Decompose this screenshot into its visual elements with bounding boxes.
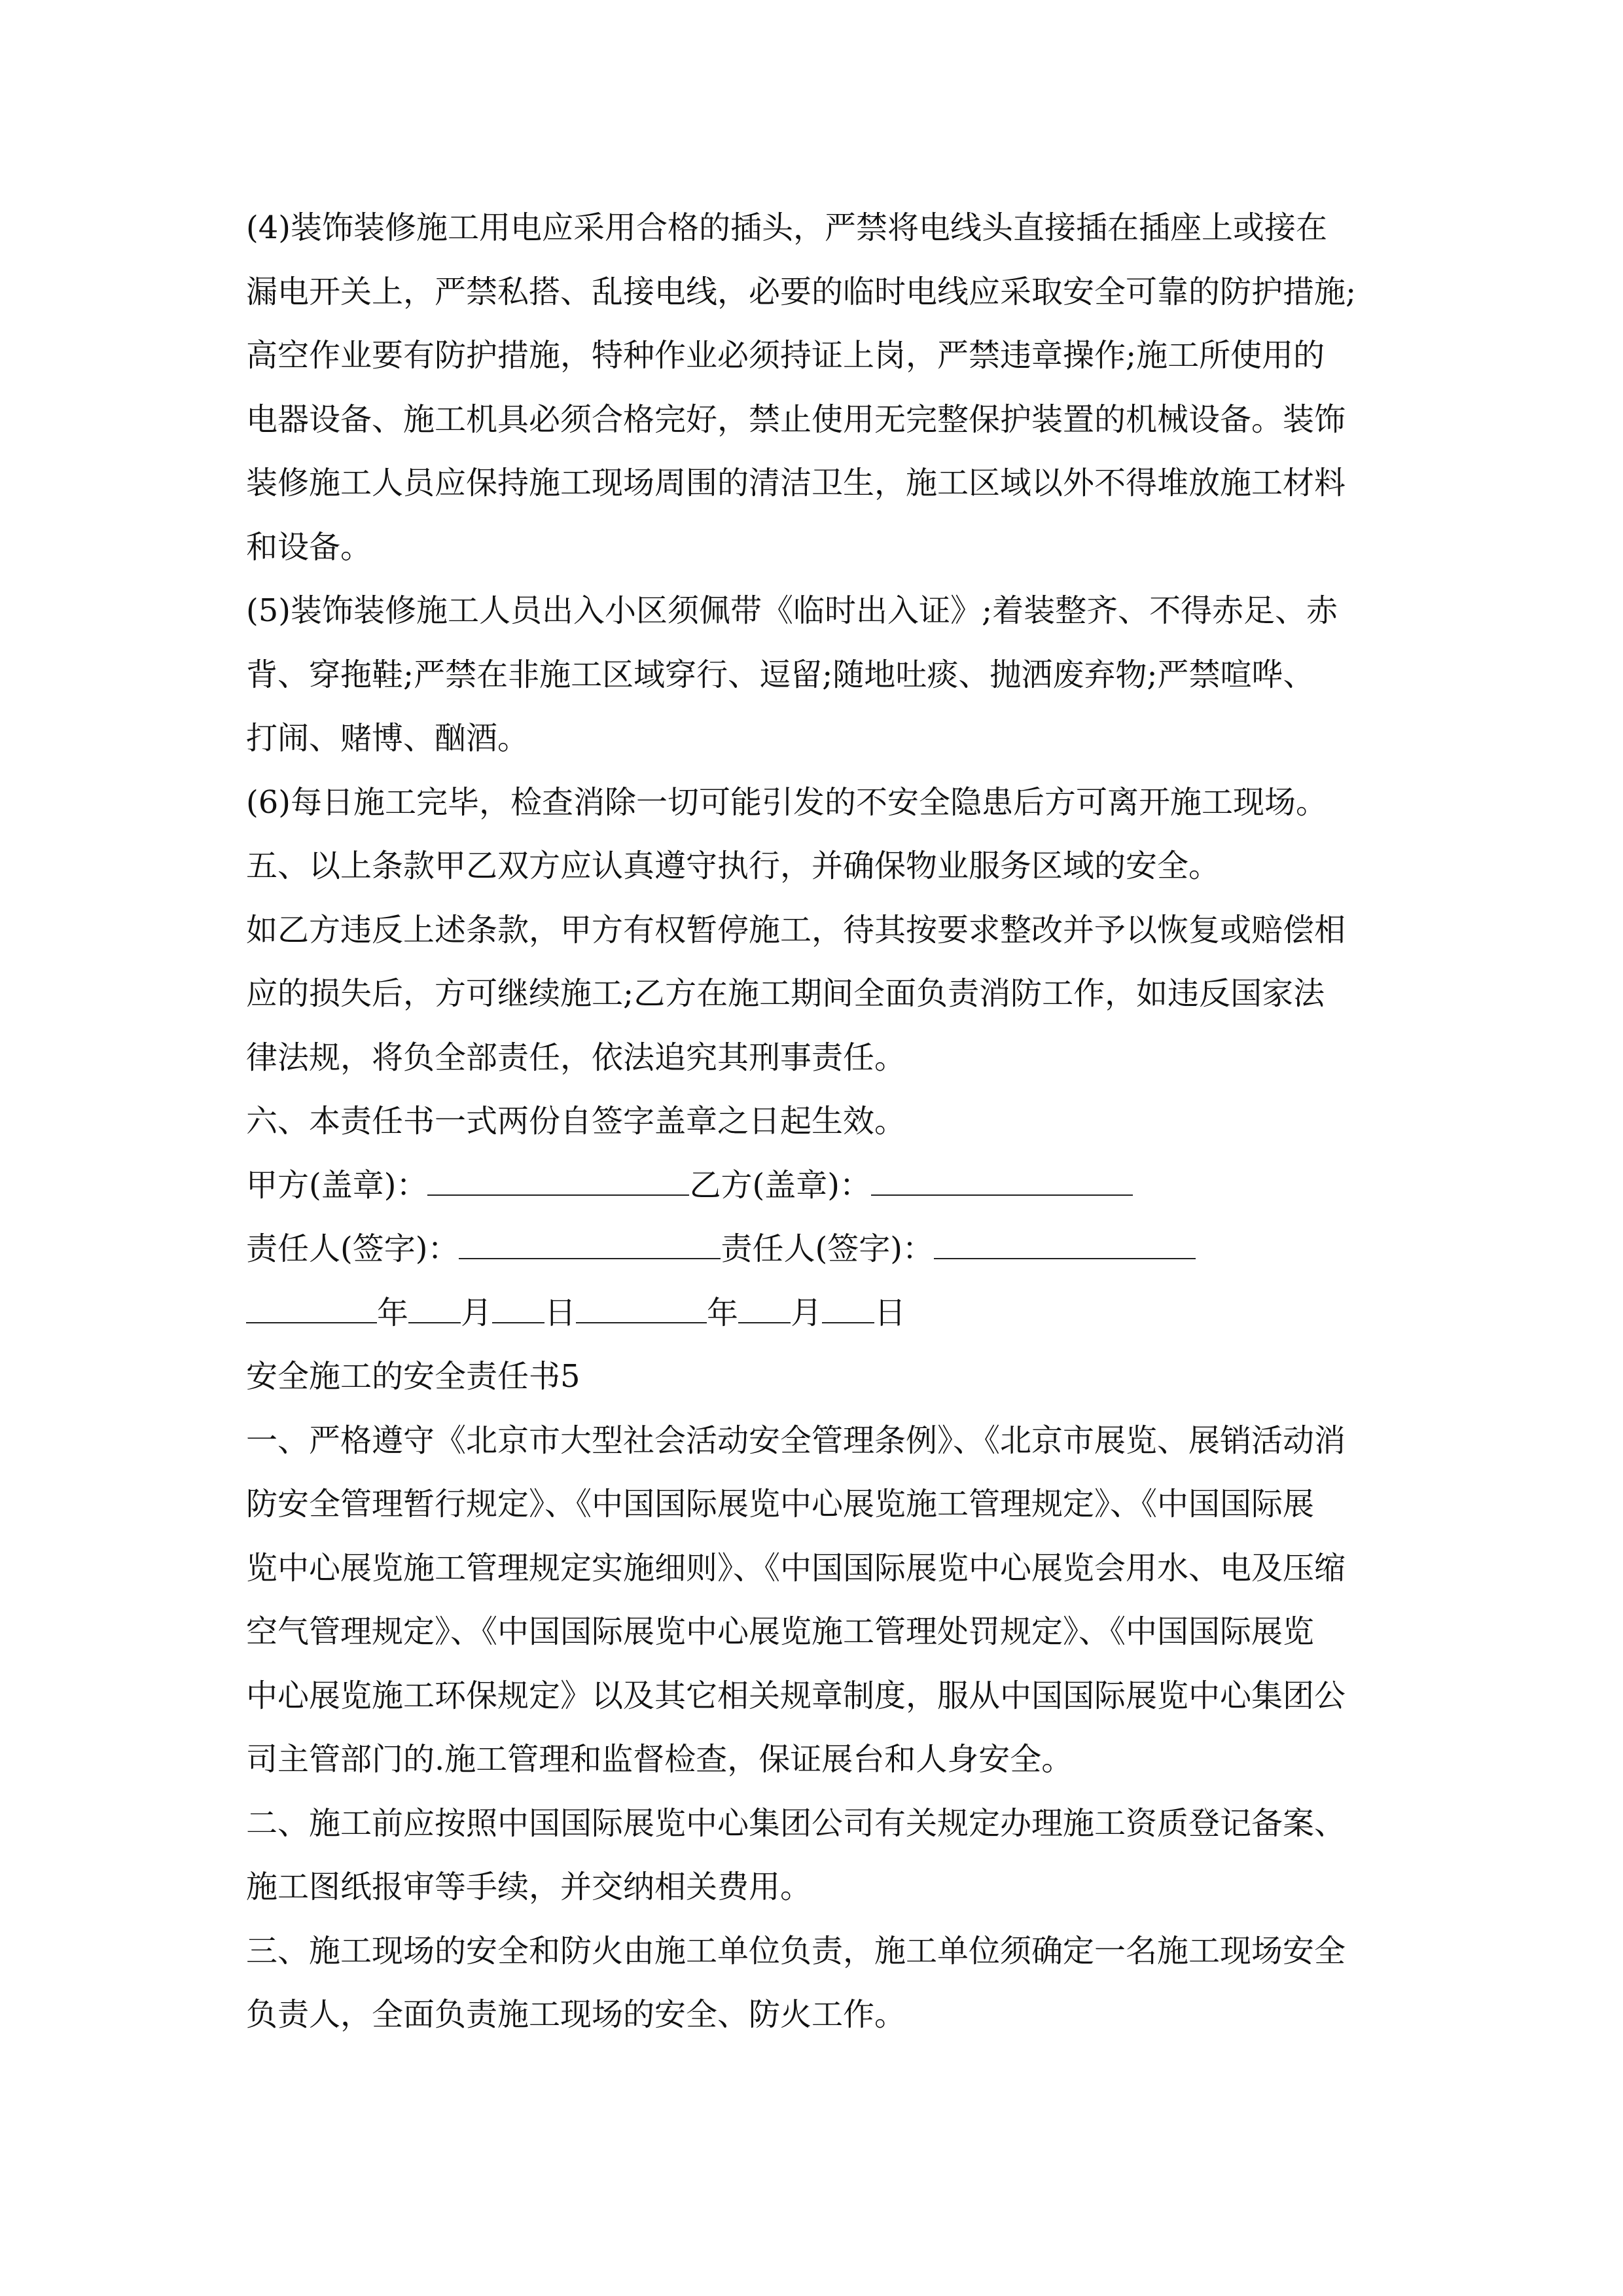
month-b-blank[interactable] [738,1299,791,1323]
person-b-sign-label: 责任人(签字)： [721,1230,934,1267]
text-line: 空气管理规定》、《中国国际展览中心展览施工管理处罚规定》、《中国国际展览 [246,1613,1315,1650]
text-line: 和设备。 [246,528,372,565]
text-line: 六、本责任书一式两份自签字盖章之日起生效。 [246,1103,906,1139]
text-line: (5)装饰装修施工人员出入小区须佩带《临时出入证》;着装整齐、不得赤足、赤 [246,592,1338,629]
date-row [246,1282,1385,1346]
document-page [246,196,1385,2047]
month-b-label: 月 [791,1294,823,1331]
text-line: 漏电开关上，严禁私搭、乱接电线，必要的临时电线应采取安全可靠的防护措施; [246,273,1357,310]
text-line: 司主管部门的.施工管理和监督检查，保证展台和人身安全。 [246,1741,1073,1778]
text-line: 装修施工人员应保持施工现场周围的清洁卫生，施工区域以外不得堆放施工材料 [246,465,1346,501]
party-b-seal-blank[interactable] [871,1171,1133,1196]
text-line: 三、施工现场的安全和防火由施工单位负责，施工单位须确定一名施工现场安全 [246,1932,1346,1969]
day-b-label: 日 [874,1294,906,1331]
seal-row [246,1154,1385,1218]
text-line: 律法规，将负全部责任，依法追究其刑事责任。 [246,1039,906,1076]
text-line: 应的损失后，方可继续施工;乙方在施工期间全面负责消防工作，如违反国家法 [246,975,1325,1012]
person-b-sign-blank[interactable] [934,1234,1196,1259]
text-line: 如乙方违反上述条款，甲方有权暂停施工，待其按要求整改并予以恢复或赔偿相 [246,911,1346,948]
text-line: 高空作业要有防护措施，特种作业必须持证上岗，严禁违章操作;施工所使用的 [246,337,1325,374]
text-line: 施工图纸报审等手续，并交纳相关费用。 [246,1869,812,1905]
day-a-label: 日 [544,1294,577,1331]
day-a-blank[interactable] [492,1299,544,1323]
party-a-seal-blank[interactable] [427,1171,689,1196]
text-line: (4)装饰装修施工用电应采用合格的插头，严禁将电线头直接插在插座上或接在 [246,209,1327,246]
person-a-sign-label: 责任人(签字)： [246,1230,459,1267]
signer-row [246,1217,1385,1282]
text-line: 电器设备、施工机具必须合格完好，禁止使用无完整保护装置的机械设备。装饰 [246,401,1346,438]
year-a-label: 年 [377,1294,409,1331]
text-line: 打闹、赌博、酗酒。 [246,720,529,757]
text-line: 背、穿拖鞋;严禁在非施工区域穿行、逗留;随地吐痰、抛洒废弃物;严禁喧哗、 [246,656,1315,693]
text-line: (6)每日施工完毕，检查消除一切可能引发的不安全隐患后方可离开施工现场。 [246,783,1327,821]
month-a-label: 月 [461,1294,493,1331]
year-b-label: 年 [707,1294,739,1331]
year-a-blank[interactable] [246,1299,377,1323]
year-b-blank[interactable] [576,1299,707,1323]
month-a-blank[interactable] [408,1299,461,1323]
text-line: 负责人，全面负责施工现场的安全、防火工作。 [246,1996,906,2033]
section-title: 安全施工的安全责任书5 [246,1358,580,1395]
party-a-seal-label: 甲方(盖章)： [246,1166,428,1204]
text-line: 中心展览施工环保规定》以及其它相关规章制度，服从中国国际展览中心集团公 [246,1677,1346,1714]
text-line: 二、施工前应按照中国国际展览中心集团公司有关规定办理施工资质登记备案、 [246,1804,1346,1842]
text-line: 一、严格遵守《北京市大型社会活动安全管理条例》、《北京市展览、展销活动消 [246,1422,1346,1459]
text-line: 五、以上条款甲乙双方应认真遵守执行，并确保物业服务区域的安全。 [246,848,1221,884]
person-a-sign-blank[interactable] [459,1234,721,1259]
day-b-blank[interactable] [822,1299,874,1323]
party-b-seal-label: 乙方(盖章)： [689,1166,871,1204]
text-line: 防安全管理暂行规定》、《中国国际展览中心展览施工管理规定》、《中国国际展 [246,1486,1315,1522]
text-line: 览中心展览施工管理规定实施细则》、《中国国际展览中心展览会用水、电及压缩 [246,1549,1346,1587]
